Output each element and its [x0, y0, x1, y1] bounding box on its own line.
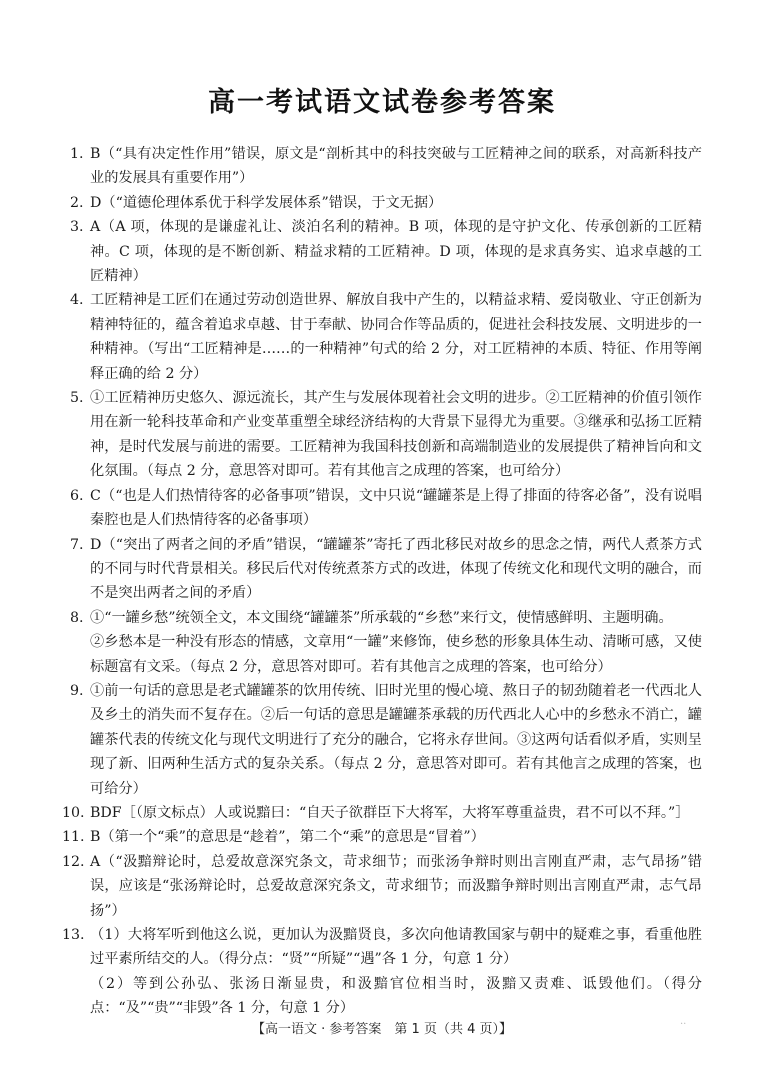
- answer-text: A（“汲黯辩论时，总爱故意深究条文，苛求细节；而张汤争辩时则出言刚直严肃，志气昂扬”错误，应该是“张汤辩论时，总爱故意深究条文，苛求细节；而汲黯争辩时则出言刚直严肃，志气昂扬”）: [90, 853, 702, 919]
- answer-text: ①工匠精神历史悠久、源远流长，其产生与发展体现着社会文明的进步。②工匠精神的价值引领作用在新一轮科技革命和产业变革重塑全球经济结构的大背景下显得尤为重要。③继承和弘扬工匠精神，是时代发展与前进的需要。工匠精神为我国科技创新和高端制造业的发展提供了精神旨向和文化氛围。（每点 2 分，意思答对即可。若有其他言之成理的答案，也可给分）: [90, 390, 702, 480]
- answer-number: 12.: [62, 853, 85, 870]
- answer-text: D（“突出了两者之间的矛盾”错误，“罐罐茶”寄托了西北移民对故乡的思念之情，两代人煮茶方式的不同与时代背景相关。移民后代对传统煮茶方式的改进，体现了传统文化和现代文明的融合，而不是突出两者之间的矛盾）: [90, 536, 702, 602]
- answer-text: C（“也是人们热情待客的必备事项”错误，文中只说“罐罐茶是上得了排面的待客必备”，没有说唱秦腔也是人们热情待客的必备事项）: [90, 487, 702, 529]
- answer-subtext: （2）等到公孙弘、张汤日渐显贵，和汲黯官位相当时，汲黯又责难、诋毁他们。（得分点：“及”“贵”“非毁”各 1 分，句意 1 分）: [90, 975, 702, 1017]
- answer-text: ①前一句话的意思是老式罐罐茶的饮用传统、旧时光里的慢心境、熬日子的韧劲随着老一代西北人及乡土的消失而不复存在。②后一句话的意思是罐罐茶承载的历代西北人心中的乡愁永不消亡，罐罐茶代表的传统文化与现代文明进行了充分的融合，它将永存世间。③这两句话看似矛盾，实则呈现了新、旧两种生活方式的复杂关系。（每点 2 分，意思答对即可。若有其他言之成理的答案，也可给分）: [90, 682, 702, 797]
- answer-number: 2.: [70, 194, 84, 211]
- answer-item: [62, 801, 702, 825]
- page-title: 高一考试语文试卷参考答案: [208, 87, 556, 118]
- answer-item: [72, 606, 702, 679]
- answer-text: B（第一个“乘”的意思是“趁着”，第二个“乘”的意思是“冒着”）: [90, 829, 485, 846]
- answer-number: 7.: [70, 536, 84, 553]
- answer-text: （1）大将军听到他这么说，更加认为汲黯贤良，多次向他请教国家与朝中的疑难之事，看重他胜过平素所结交的人。（得分点：“贤”“所疑”“遇”各 1 分，句意 1 分）: [90, 927, 702, 968]
- answer-item: [62, 923, 702, 1021]
- answer-text: BDF［（原文标点）人或说黯曰：“自天子欲群臣下大将军，大将军尊重益贵，君不可以不拜。”］: [90, 804, 690, 821]
- answer-number: 9.: [70, 682, 84, 699]
- answer-number: 3.: [70, 219, 84, 236]
- answer-text: A（A 项，体现的是谦虚礼让、淡泊名利的精神。B 项，体现的是守护文化、传承创新的工匠精神。C 项，体现的是不断创新、精益求精的工匠精神。D 项，体现的是求真务实、追求卓越的工匠精神）: [90, 219, 702, 285]
- answer-number: 6.: [70, 487, 84, 504]
- answer-text: ①“一罐乡愁”统领全文，本文围绕“罐罐茶”所承载的“乡愁”来行文，使情感鲜明、主题明确。: [90, 609, 673, 626]
- answer-item: [62, 850, 702, 923]
- answer-text: 工匠精神是工匠们在通过劳动创造世界、解放自我中产生的，以精益求精、爱岗敬业、守正创新为精神特征的，蕴含着追求卓越、甘于奉献、协同合作等品质的，促进社会科技发展、文明进步的一种精神。（写出“工匠精神是……的一种精神”句式的给 2 分，对工匠精神的本质、特征、作用等阐释正确的给 2 分）: [90, 292, 702, 382]
- answer-item: [72, 191, 702, 215]
- answer-item: [72, 484, 702, 533]
- answer-item: [72, 142, 702, 191]
- scan-mark: ..: [680, 1016, 687, 1027]
- answer-item: [62, 825, 702, 849]
- answer-item: [72, 288, 702, 386]
- answer-item: [72, 215, 702, 288]
- answer-number: 13.: [62, 927, 85, 943]
- answer-number: 10.: [62, 804, 85, 821]
- page-footer: 【高一语文 · 参考答案 第 1 页（共 4 页）】: [252, 1022, 512, 1037]
- answer-number: 4.: [70, 292, 84, 309]
- answer-item: [72, 679, 702, 801]
- answer-item: [72, 533, 702, 606]
- answer-text: D（“道德伦理体系优于科学发展体系”错误，于文无据）: [90, 194, 443, 211]
- answer-number: 5.: [70, 390, 84, 407]
- answer-text: B（“具有决定性作用”错误，原文是“剖析其中的科技突破与工匠精神之间的联系，对高新科技产业的发展具有重要作用”）: [90, 146, 702, 187]
- answer-number: 11.: [62, 829, 85, 846]
- answer-list: [62, 142, 702, 1021]
- answer-number: 1.: [70, 146, 84, 162]
- answer-number: 8.: [70, 609, 84, 626]
- answer-item: [72, 386, 702, 484]
- answer-subtext: ②乡愁本是一种没有形态的情感，文章用“一罐”来修饰，使乡愁的形象具体生动、清晰可感，又使标题富有文采。（每点 2 分，意思答对即可。若有其他言之成理的答案，也可给分）: [90, 634, 702, 675]
